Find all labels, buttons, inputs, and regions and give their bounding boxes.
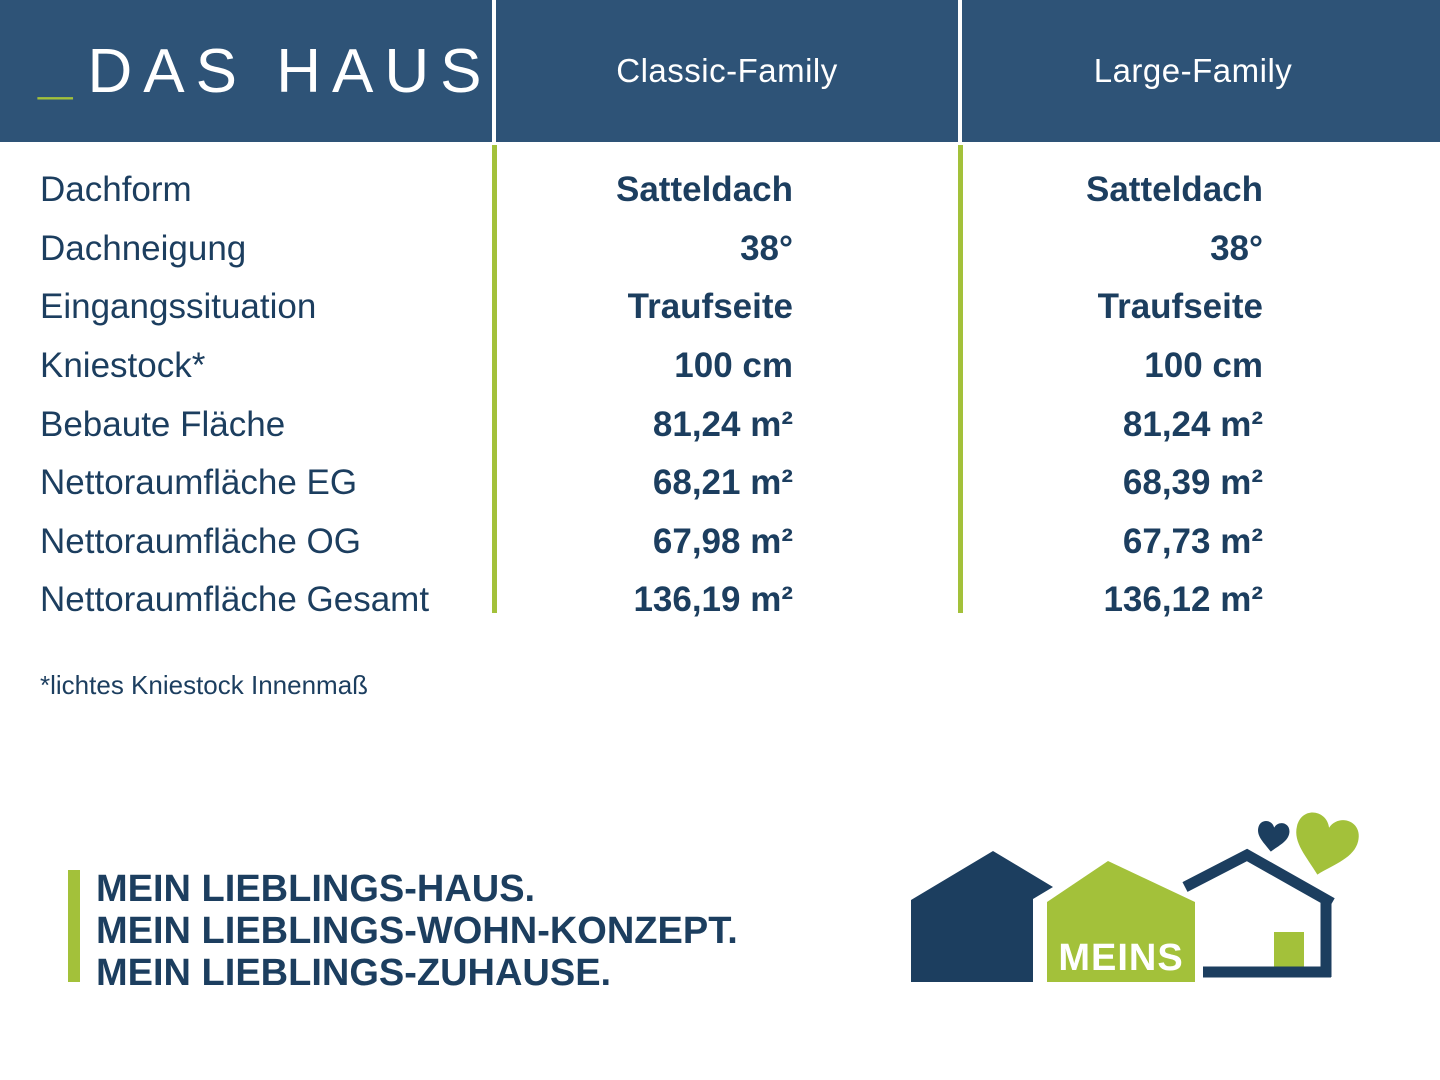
brand-underscore-accent: _ [38, 36, 84, 106]
classic-value-netto-gesamt: 136,19 m² [633, 580, 793, 620]
classic-value-eingang: Traufseite [627, 287, 793, 327]
classic-value-bebaute: 81,24 m² [652, 404, 793, 444]
large-family-values-column [967, 161, 1263, 630]
slogan-line-1: MEIN LIEBLINGS-HAUS. [96, 868, 536, 910]
classic-value-dachform: Satteldach [616, 170, 793, 210]
column-divider-green-2 [958, 145, 963, 613]
column-header-classic-family: Classic-Family [616, 52, 838, 89]
large-value-eingang: Traufseite [1097, 287, 1263, 327]
brand-title-text: DAS HAUS [87, 36, 493, 106]
large-value-dachform: Satteldach [1086, 170, 1263, 210]
footnote: *lichtes Kniestock Innenmaß [40, 670, 369, 700]
navy-heart-icon [1255, 820, 1290, 854]
spec-label-dachform: Dachform [40, 170, 192, 210]
large-value-kniestock: 100 cm [1144, 346, 1263, 386]
outline-house-door [1274, 932, 1304, 972]
large-value-bebaute: 81,24 m² [1122, 404, 1263, 444]
spec-label-dachneigung: Dachneigung [40, 228, 247, 268]
meins-logo [895, 800, 1370, 990]
meins-wordmark: MEINS [1058, 937, 1184, 979]
spec-label-netto-eg: Nettoraumfläche EG [40, 463, 358, 503]
classic-family-values-column [497, 161, 793, 630]
classic-value-netto-og: 67,98 m² [652, 521, 793, 561]
spec-label-netto-og: Nettoraumfläche OG [40, 521, 361, 561]
spec-label-kniestock: Kniestock* [40, 346, 206, 386]
slogan-line-2: MEIN LIEBLINGS-WOHN-KONZEPT. [96, 910, 738, 952]
classic-value-dachneigung: 38° [740, 228, 793, 268]
spec-labels-column [40, 161, 490, 630]
classic-value-netto-eg: 68,21 m² [652, 463, 793, 503]
large-value-dachneigung: 38° [1210, 228, 1263, 268]
large-value-netto-eg: 68,39 m² [1122, 463, 1263, 503]
spec-label-netto-gesamt: Nettoraumfläche Gesamt [40, 580, 430, 620]
large-value-netto-gesamt: 136,12 m² [1103, 580, 1263, 620]
spec-label-eingang: Eingangssituation [40, 287, 317, 327]
brand-title [38, 0, 492, 142]
spec-label-bebaute: Bebaute Fläche [40, 404, 286, 444]
table-header-bar [0, 0, 1440, 142]
slogan-accent-bar [68, 870, 80, 982]
green-heart-icon [1287, 809, 1363, 882]
slogan-line-3: MEIN LIEBLINGS-ZUHAUSE. [96, 952, 612, 994]
large-value-netto-og: 67,73 m² [1122, 521, 1263, 561]
column-header-large-family: Large-Family [1093, 52, 1293, 89]
slogan [96, 868, 738, 994]
classic-value-kniestock: 100 cm [674, 346, 793, 386]
